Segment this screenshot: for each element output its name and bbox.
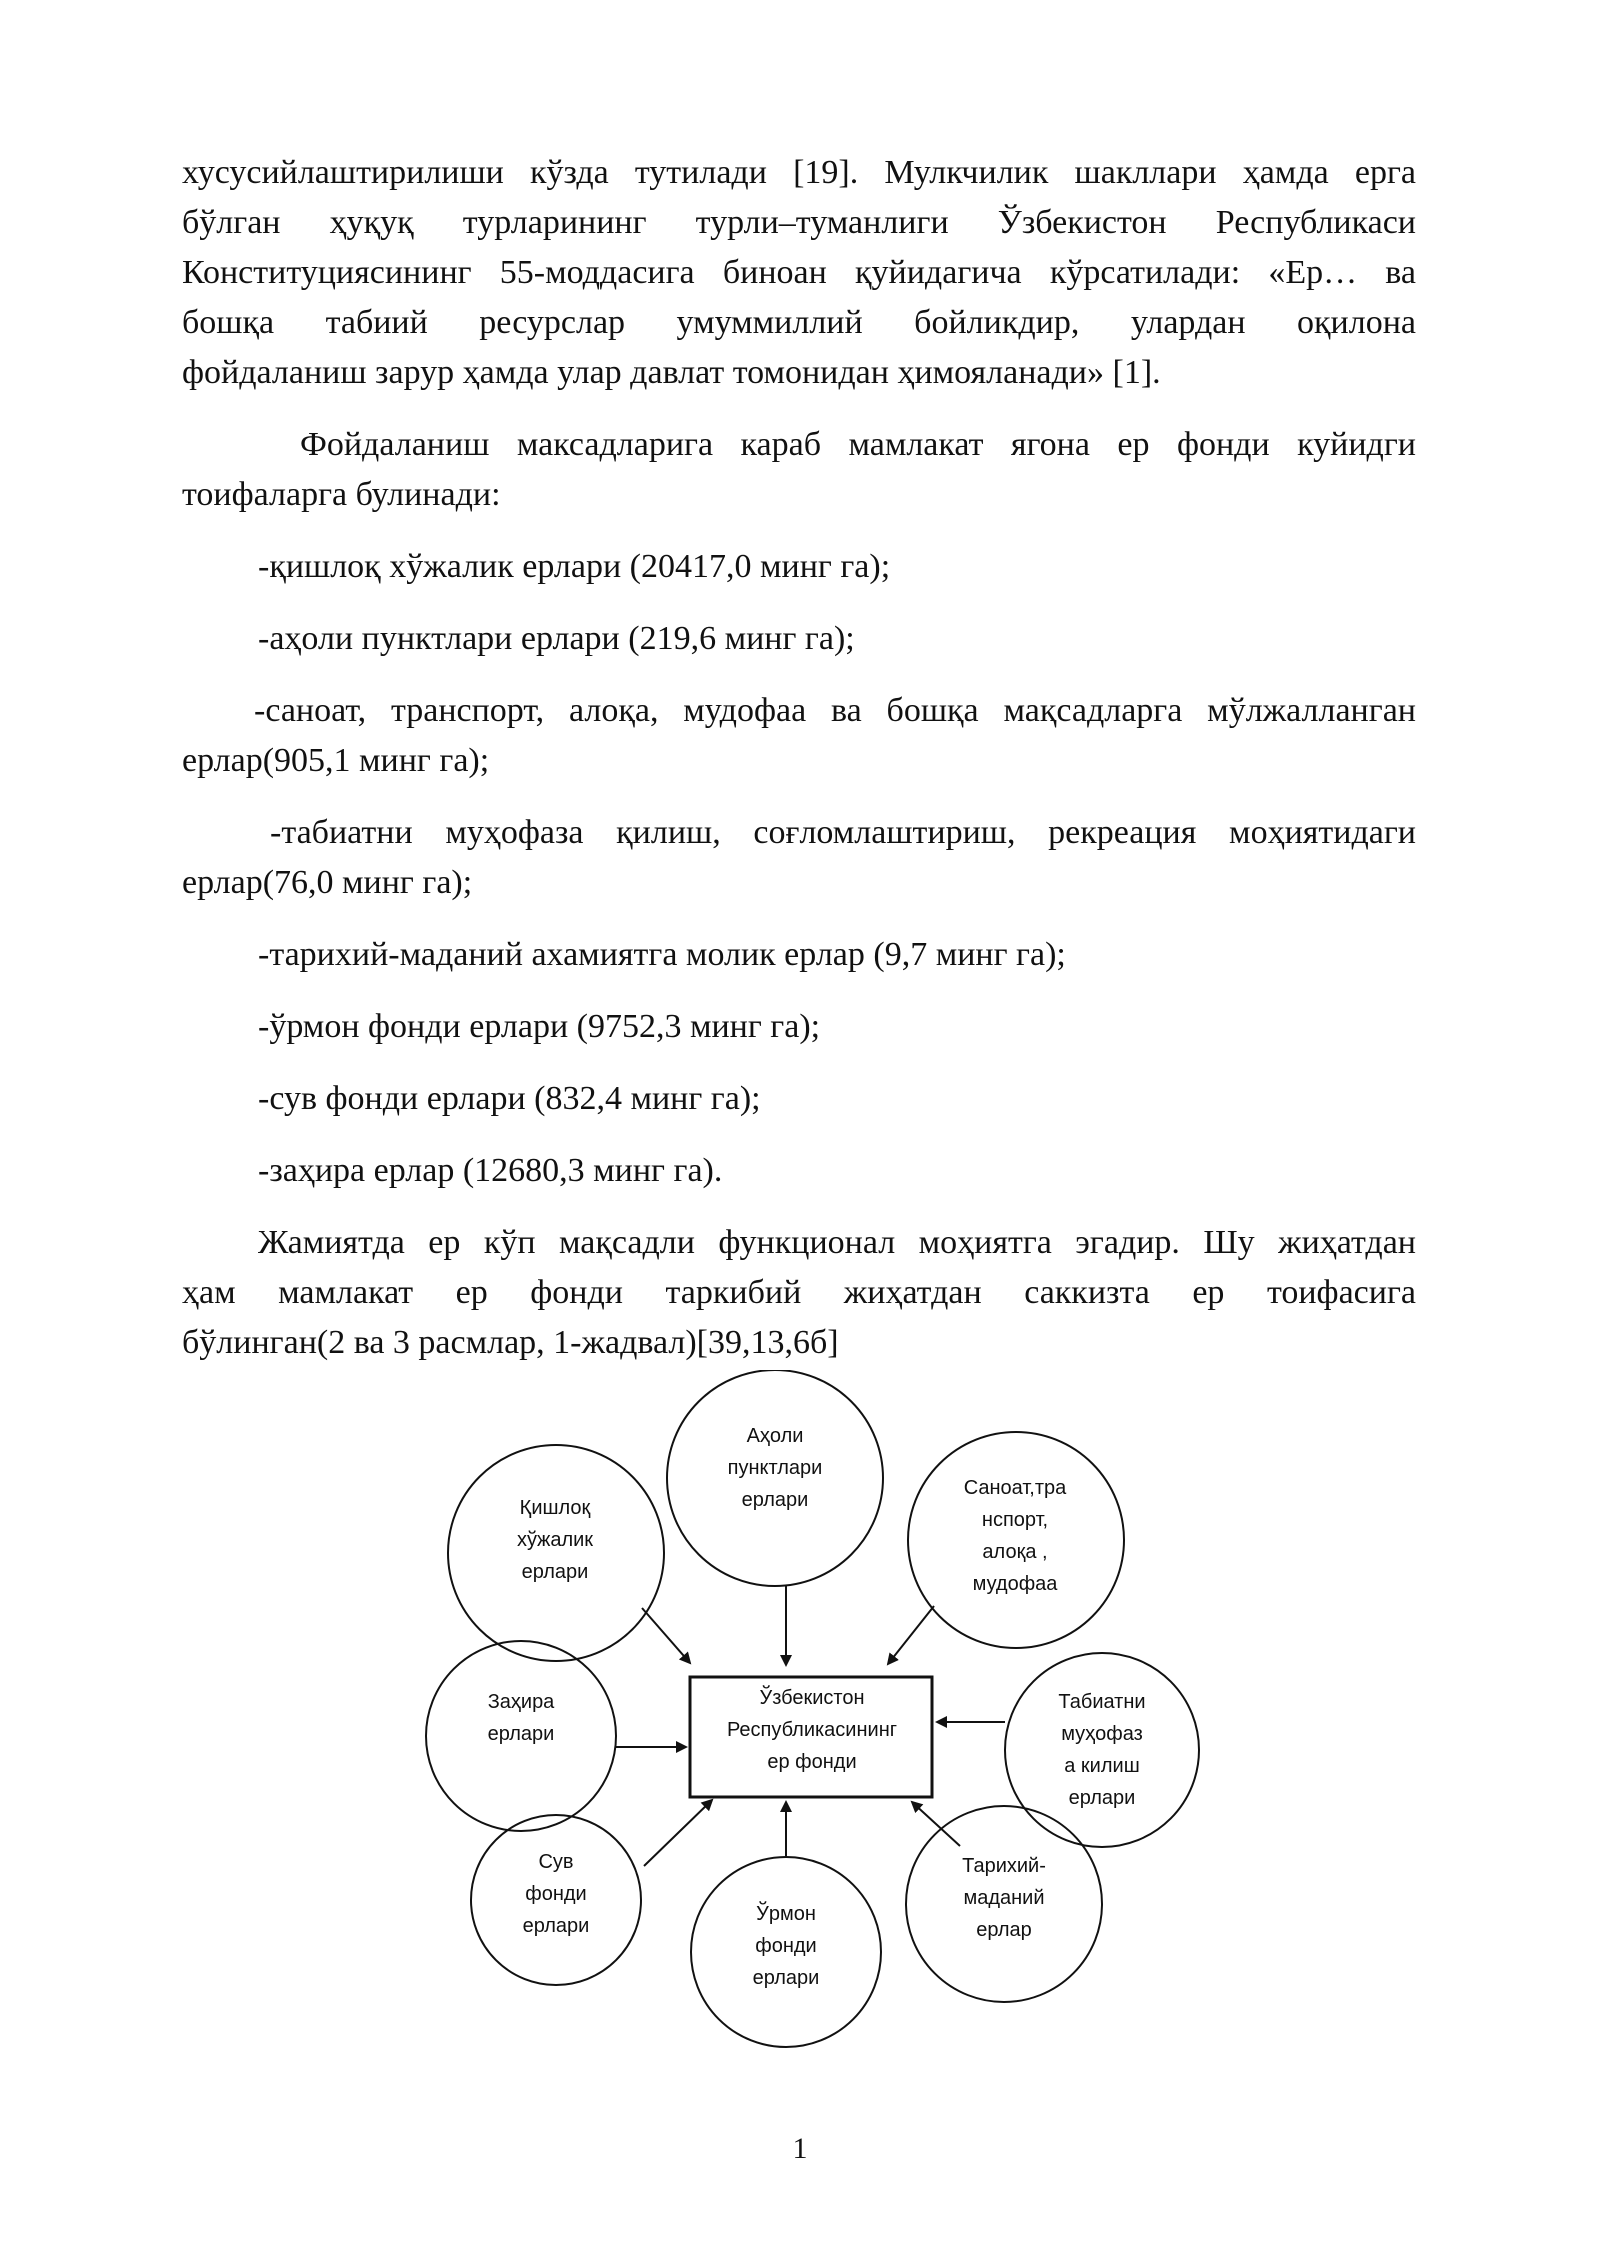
label-line: ерлари (487, 1723, 555, 1745)
label-line: алоқа , (982, 1541, 1048, 1563)
label-line: Тарихий- (962, 1855, 1046, 1877)
label-line: мудофаа (972, 1573, 1058, 1595)
arrow-industry (888, 1606, 934, 1664)
label-line: Ўзбекистон (759, 1687, 865, 1709)
text-line: Конституциясининг 55-моддасига биноан қуйидагича кўрсатилади: «Ер… ва (182, 254, 1416, 291)
text-line: ерлар(76,0 минг га); (182, 864, 473, 901)
label-line: фонди (525, 1883, 587, 1905)
list-item: -тарихий-маданий ахамиятга молик ерлар (9,7 минг га); (258, 936, 1066, 973)
arrow-water (644, 1800, 712, 1866)
label-line: Табиатни (1058, 1691, 1146, 1713)
label-line: ер фонди (767, 1751, 857, 1773)
page-number: 1 (792, 2132, 808, 2165)
industry-label (940, 1472, 1090, 1600)
reserve-label (446, 1686, 596, 1750)
text-line: -табиатни муҳофаза қилиш, соғломлаштириш, рекреация моҳиятидаги (270, 814, 1416, 851)
list-item: -қишлоқ хўжалик ерлари (20417,0 минг га); (258, 548, 891, 585)
list-item: -заҳира ерлар (12680,3 минг га). (258, 1152, 723, 1189)
label-line: нспорт, (981, 1509, 1049, 1531)
label-line: а килиш (1064, 1755, 1140, 1777)
label-line: Заҳира (487, 1691, 555, 1713)
text-line: фойдаланиш зарур ҳамда улар давлат томонидан ҳимояланади» [1]. (182, 354, 1161, 391)
list-item (182, 808, 1416, 908)
center-label (692, 1682, 932, 1778)
paragraph-3 (182, 1218, 1416, 1368)
label-line: муҳофаз (1061, 1723, 1143, 1745)
label-line: хўжалик (516, 1529, 594, 1551)
label-line: ерлари (752, 1967, 820, 1989)
text-line: Жамиятда ер кўп мақсадли функционал моҳиятга эгадир. Шу жиҳатдан (258, 1224, 1416, 1261)
list-item (182, 686, 1416, 786)
label-line: Саноат,тра (963, 1477, 1067, 1499)
water-label (481, 1846, 631, 1942)
label-line: ерлари (741, 1489, 809, 1511)
label-line: Қишлоқ (519, 1497, 591, 1519)
label-line: ерлари (521, 1561, 589, 1583)
list-item: -ўрмон фонди ерлари (9752,3 минг га); (258, 1008, 821, 1045)
text-line: Фойдаланиш максадларига караб мамлакат ягона ер фонди куйидги (300, 426, 1416, 463)
text-line: хусусийлаштирилиши кўзда тутилади [19]. Мулкчилик шакллари ҳамда ерга (182, 154, 1416, 191)
arrow-history (912, 1802, 960, 1846)
body-text (182, 148, 1416, 1368)
agri-label (480, 1492, 630, 1588)
arrow-agri (642, 1608, 690, 1663)
text-line: бўлинган(2 ва 3 расмлар, 1-жадвал)[39,13,6б] (182, 1324, 839, 1361)
label-line: маданий (963, 1887, 1045, 1909)
label-line: Сув (538, 1851, 574, 1873)
label-line: ерлар (976, 1919, 1032, 1941)
settle-label (700, 1420, 850, 1516)
label-line: Аҳоли (746, 1425, 804, 1447)
history-label (929, 1850, 1079, 1946)
label-line: Республикасининг (726, 1719, 898, 1741)
label-line: ерлари (1068, 1787, 1136, 1809)
label-line: Ўрмон (756, 1903, 816, 1925)
label-line: пунктлари (727, 1457, 823, 1479)
land-fund-diagram (0, 1370, 1600, 2090)
text-line: -саноат, транспорт, алоқа, мудофаа ва бошқа мақсадларга мўлжалланган (254, 692, 1416, 729)
text-line: ерлар(905,1 минг га); (182, 742, 490, 779)
text-line: бўлган ҳуқуқ турларининг турли–туманлиги Ўзбекистон Республикаси (182, 204, 1416, 241)
paragraph-2 (182, 420, 1416, 520)
paragraph-1 (182, 148, 1416, 398)
label-line: ерлари (522, 1915, 590, 1937)
label-line: фонди (755, 1935, 817, 1957)
nature-label (1027, 1686, 1177, 1814)
forest-label (711, 1898, 861, 1994)
text-line: бошқа табиий ресурслар умуммиллий бойликдир, улардан оқилона (182, 304, 1416, 341)
text-line: тоифаларга булинади: (182, 476, 501, 513)
list-item: -сув фонди ерлари (832,4 минг га); (258, 1080, 761, 1117)
list-item: -аҳоли пунктлари ерлари (219,6 минг га); (258, 620, 855, 657)
text-line: ҳам мамлакат ер фонди таркибий жиҳатдан саккизта ер тоифасига (182, 1274, 1416, 1311)
